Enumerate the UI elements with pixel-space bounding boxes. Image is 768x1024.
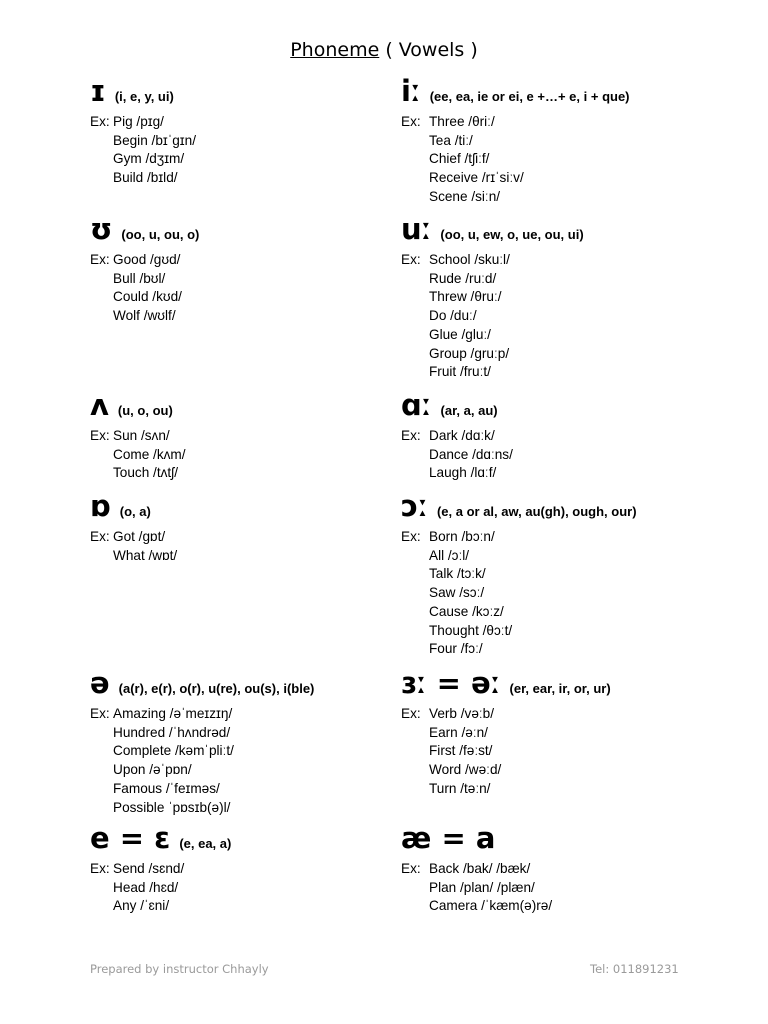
example-label [401, 132, 429, 151]
phoneme-symbol: ɒ [90, 489, 111, 523]
example-item [90, 761, 314, 780]
example-label [90, 288, 113, 307]
example-word: Upon /əˈpɒn/ [113, 762, 192, 778]
example-word: Word /wəːd/ [429, 762, 502, 778]
example-list [401, 251, 584, 382]
example-word: Saw /sɔː/ [429, 585, 485, 601]
spelling-patterns: (o, a) [119, 504, 151, 519]
phoneme-heading [401, 212, 584, 246]
example-word: Begin /bɪˈɡɪn/ [113, 132, 196, 148]
example-label [401, 446, 429, 465]
phoneme-heading [401, 489, 637, 523]
example-word: Good /ɡʊd/ [113, 252, 181, 267]
example-item [401, 345, 584, 364]
example-item [401, 427, 513, 446]
example-item [401, 547, 637, 566]
example-label [401, 879, 429, 898]
example-list [90, 113, 196, 188]
phoneme-section [401, 821, 552, 916]
example-label [401, 345, 429, 364]
phoneme-symbol: ɑː [401, 388, 432, 422]
example-item [90, 270, 199, 289]
example-label [90, 446, 113, 465]
example-label [401, 603, 429, 622]
example-label [401, 565, 429, 584]
example-label [401, 897, 429, 916]
phoneme-section [401, 489, 637, 659]
example-label [401, 363, 429, 382]
example-item [401, 150, 630, 169]
phoneme-section [90, 489, 177, 565]
example-word: All /ɔːl/ [429, 547, 470, 563]
example-label: Ex: [90, 428, 110, 443]
example-word: School /skuːl/ [429, 252, 510, 267]
example-item [90, 169, 196, 188]
example-label [401, 150, 429, 169]
example-item [401, 113, 630, 132]
spelling-patterns: (er, ear, ir, or, ur) [509, 681, 611, 696]
example-label [90, 761, 113, 780]
example-word: Dance /dɑːns/ [429, 446, 513, 462]
example-label: Ex: [401, 529, 421, 544]
example-label [401, 724, 429, 743]
example-label: Ex: [401, 706, 421, 721]
example-label [401, 169, 429, 188]
example-word: Born /bɔːn/ [429, 529, 495, 544]
example-item [401, 188, 630, 207]
phoneme-symbol: ə [90, 666, 110, 700]
phoneme-section [90, 388, 186, 483]
spelling-patterns: (i, e, y, ui) [114, 89, 174, 104]
spelling-patterns: (oo, u, ew, o, ue, ou, ui) [440, 227, 584, 242]
example-item [90, 307, 199, 326]
example-item [401, 326, 584, 345]
example-label: Ex: [90, 706, 110, 721]
example-item [90, 150, 196, 169]
example-label [90, 742, 113, 761]
example-word: Scene /siːn/ [429, 188, 501, 204]
example-item [90, 860, 231, 879]
example-label [401, 780, 429, 799]
example-item [401, 622, 637, 641]
example-label [90, 270, 113, 289]
example-item [90, 427, 186, 446]
example-word: Head /hɛd/ [113, 879, 179, 895]
example-word: Famous /ˈfeɪməs/ [113, 780, 220, 796]
example-item [401, 742, 611, 761]
example-label [401, 270, 429, 289]
example-word: Complete /kəmˈpliːt/ [113, 743, 234, 759]
example-label [90, 169, 113, 188]
example-item [401, 446, 513, 465]
example-word: What /wɒt/ [113, 547, 178, 563]
example-word: Pig /pɪɡ/ [113, 114, 164, 129]
example-item [90, 897, 231, 916]
example-item [401, 603, 637, 622]
example-word: Verb /vəːb/ [429, 706, 494, 721]
footer-author: Prepared by instructor Chhayly [90, 962, 269, 976]
example-word: Come /kʌm/ [113, 446, 186, 462]
example-label [90, 879, 113, 898]
example-label [401, 464, 429, 483]
example-word: Build /bɪld/ [113, 170, 178, 186]
example-word: Threw /θruː/ [429, 289, 502, 305]
example-label [401, 584, 429, 603]
example-word: Could /kʊd/ [113, 289, 182, 305]
example-word: Touch /tʌtʃ/ [113, 465, 178, 481]
example-word: Got /ɡɒt/ [113, 529, 166, 544]
example-list [90, 251, 199, 326]
example-word: Send /sɛnd/ [113, 861, 185, 876]
example-word: Possible ˈpɒsɪb(ə)l/ [113, 799, 231, 815]
example-word: Camera /ˈkæm(ə)rə/ [429, 898, 553, 914]
phoneme-heading [401, 821, 552, 855]
example-label [90, 897, 113, 916]
example-label [90, 132, 113, 151]
example-word: Group /ɡruːp/ [429, 345, 510, 361]
example-label [401, 547, 429, 566]
example-item [90, 705, 314, 724]
example-item [90, 446, 186, 465]
example-list [90, 705, 314, 817]
phoneme-symbol: ʌ [90, 388, 109, 422]
example-list [401, 860, 552, 916]
example-item [401, 288, 584, 307]
example-item [401, 132, 630, 151]
phoneme-symbol: uː [401, 212, 432, 246]
phoneme-heading [401, 74, 630, 108]
example-item [90, 879, 231, 898]
spelling-patterns: (a(r), e(r), o(r), u(re), ou(s), i(ble) [118, 681, 315, 696]
example-item [401, 565, 637, 584]
example-word: Turn /təːn/ [429, 780, 491, 796]
example-label: Ex: [401, 252, 421, 267]
example-list [401, 705, 611, 799]
example-word: Plan /plan/ /plæn/ [429, 879, 535, 895]
example-label [90, 724, 113, 743]
example-word: Any /ˈɛni/ [113, 898, 170, 914]
example-item [401, 724, 611, 743]
phoneme-section [90, 74, 196, 188]
phoneme-heading [90, 821, 231, 855]
example-item [401, 705, 611, 724]
example-item [90, 799, 314, 818]
example-word: Rude /ruːd/ [429, 270, 497, 286]
example-label: Ex: [90, 114, 110, 129]
example-label [401, 307, 429, 326]
example-label [401, 288, 429, 307]
example-word: Laugh /lɑːf/ [429, 465, 497, 481]
example-item [90, 724, 314, 743]
example-item [401, 528, 637, 547]
example-word: Gym /dʒɪm/ [113, 151, 185, 167]
example-label [90, 547, 113, 566]
title-rest: ( Vowels ) [379, 39, 478, 61]
example-word: Back /bak/ /bæk/ [429, 861, 531, 876]
example-label: Ex: [401, 428, 421, 443]
example-item [90, 464, 186, 483]
phoneme-symbol: ɜː = əː [401, 666, 501, 700]
example-word: Thought /θɔːt/ [429, 622, 513, 638]
example-item [401, 584, 637, 603]
phoneme-heading [401, 388, 513, 422]
example-label: Ex: [90, 861, 110, 876]
example-item [401, 270, 584, 289]
example-item [401, 640, 637, 659]
footer-phone: Tel: 011891231 [590, 962, 679, 976]
example-word: Three /θriː/ [429, 114, 495, 129]
example-label [401, 640, 429, 659]
example-word: Wolf /wʊlf/ [113, 308, 176, 324]
example-item [401, 860, 552, 879]
phoneme-heading [401, 666, 611, 700]
example-label [401, 742, 429, 761]
phoneme-section [401, 212, 584, 382]
example-label: Ex: [90, 529, 110, 544]
example-word: Cause /kɔːz/ [429, 603, 504, 619]
example-word: Glue /ɡluː/ [429, 326, 491, 342]
example-word: Bull /bʊl/ [113, 270, 166, 286]
example-item [401, 897, 552, 916]
example-word: Dark /dɑːk/ [429, 428, 495, 443]
example-list [401, 528, 637, 659]
phoneme-symbol: ɪ [90, 74, 106, 108]
spelling-patterns: (ar, a, au) [440, 403, 498, 418]
example-label [90, 799, 113, 818]
spelling-patterns: (e, a or al, aw, au(gh), ough, our) [436, 504, 637, 519]
phoneme-heading [90, 388, 186, 422]
example-item [90, 547, 177, 566]
example-word: Four /fɔː/ [429, 641, 483, 657]
example-word: Talk /tɔːk/ [429, 566, 486, 582]
title-main: Phoneme [290, 39, 380, 61]
page-title [0, 38, 768, 62]
example-item [90, 780, 314, 799]
phoneme-heading [90, 212, 199, 246]
example-label: Ex: [401, 861, 421, 876]
example-word: Receive /rɪˈsiːv/ [429, 170, 524, 186]
phoneme-heading [90, 666, 314, 700]
example-label [401, 188, 429, 207]
spelling-patterns: (oo, u, ou, o) [121, 227, 200, 242]
example-list [90, 860, 231, 916]
phoneme-section [90, 666, 314, 817]
example-word: Amazing /əˈmeɪzɪŋ/ [113, 706, 233, 721]
example-item [401, 307, 584, 326]
example-list [90, 427, 186, 483]
example-item [90, 113, 196, 132]
spelling-patterns: (ee, ea, ie or ei, e +…+ e, i + que) [429, 89, 630, 104]
example-label [401, 622, 429, 641]
example-item [90, 132, 196, 151]
example-word: Chief /tʃiːf/ [429, 151, 490, 167]
phoneme-section [401, 666, 611, 799]
phoneme-heading [90, 489, 177, 523]
example-label [401, 761, 429, 780]
phoneme-symbol: e = ɛ [90, 821, 171, 855]
example-label [90, 464, 113, 483]
example-list [90, 528, 177, 565]
example-label [401, 326, 429, 345]
phoneme-symbol: ɔː [401, 489, 428, 523]
example-word: Tea /tiː/ [429, 132, 473, 148]
example-item [401, 251, 584, 270]
example-label [90, 307, 113, 326]
spelling-patterns: (u, o, ou) [117, 403, 173, 418]
example-word: Do /duː/ [429, 308, 477, 324]
example-word: Sun /sʌn/ [113, 428, 170, 443]
example-item [401, 363, 584, 382]
phoneme-section [90, 821, 231, 916]
example-item [90, 528, 177, 547]
phoneme-heading [90, 74, 196, 108]
phoneme-section [90, 212, 199, 326]
example-item [401, 879, 552, 898]
spelling-patterns: (e, ea, a) [179, 836, 232, 851]
phoneme-symbol: iː [401, 74, 421, 108]
example-label: Ex: [90, 252, 110, 267]
example-label [90, 150, 113, 169]
example-word: Fruit /fruːt/ [429, 364, 491, 380]
phoneme-section [401, 74, 630, 207]
example-item [401, 761, 611, 780]
example-list [401, 427, 513, 483]
example-item [90, 742, 314, 761]
phoneme-section [401, 388, 513, 483]
example-item [90, 288, 199, 307]
example-list [401, 113, 630, 207]
phoneme-symbol: ʊ [90, 212, 113, 246]
example-label [90, 780, 113, 799]
phoneme-symbol: æ = a [401, 821, 496, 855]
example-item [401, 780, 611, 799]
example-item [90, 251, 199, 270]
example-item [401, 464, 513, 483]
example-word: First /fəːst/ [429, 743, 493, 759]
example-item [401, 169, 630, 188]
example-label: Ex: [401, 114, 421, 129]
example-word: Earn /əːn/ [429, 724, 488, 740]
example-word: Hundred /ˈhʌndrəd/ [113, 724, 231, 740]
